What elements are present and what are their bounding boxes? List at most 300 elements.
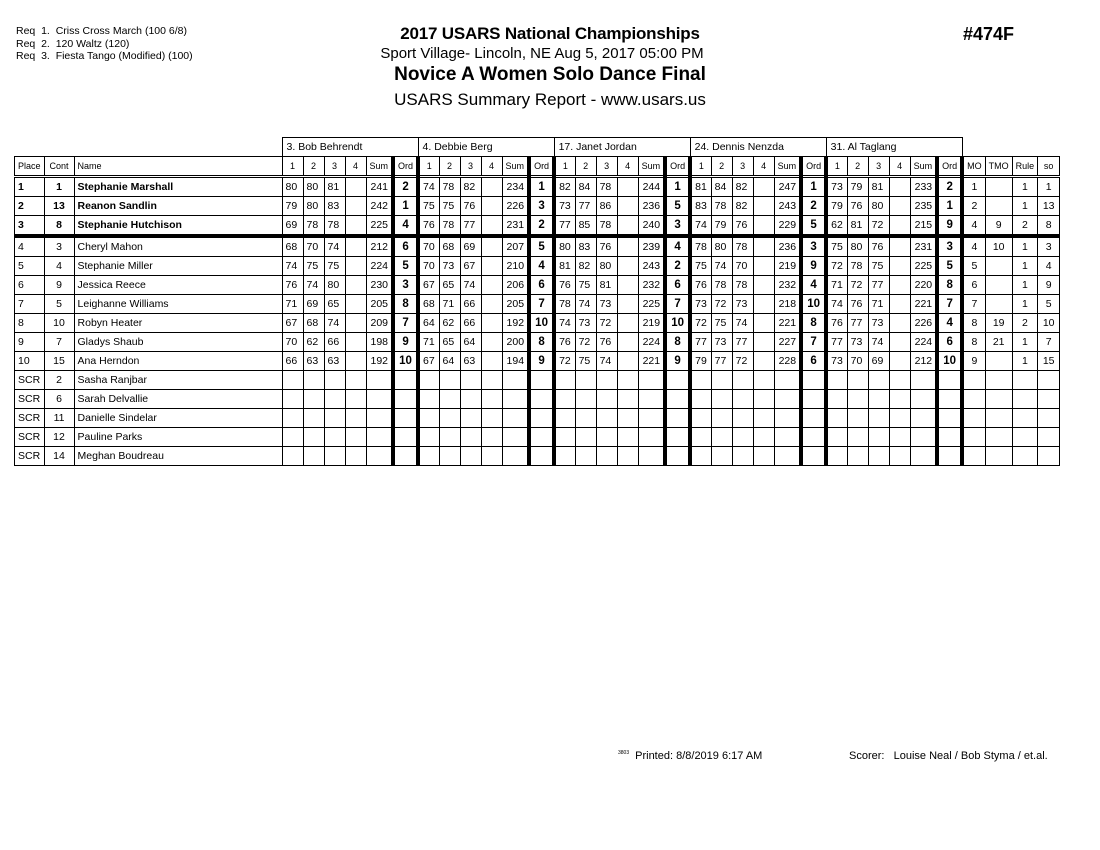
place-cell: 5 [15,257,45,276]
score-cell: 78 [711,197,732,216]
score-cell [282,409,303,428]
score-cell: 80 [303,177,324,197]
score-cell: 72 [690,314,711,333]
score-cell: 73 [596,295,617,314]
score-cell [439,371,460,390]
score-cell: 77 [690,333,711,352]
tmo-cell [985,276,1012,295]
place-cell: 3 [15,216,45,237]
score-cell: 76 [282,276,303,295]
ordinal-cell [665,409,690,428]
sum-cell: 206 [502,276,529,295]
score-cell: 74 [711,257,732,276]
skater-name-cell: Stephanie Marshall [74,177,282,197]
table-row [15,352,1060,371]
sum-cell: 192 [366,352,393,371]
score-cell [554,390,575,409]
rule-cell: 1 [1012,236,1038,257]
col-header-s2: 2 [575,157,596,177]
score-cell [554,371,575,390]
sum-cell: 210 [502,257,529,276]
score-cell [847,390,868,409]
contestant-number-cell: 8 [44,216,74,237]
score-cell: 69 [460,236,481,257]
score-cell: 80 [303,197,324,216]
score-cell [439,390,460,409]
so-cell: 5 [1038,295,1060,314]
score-cell [753,197,774,216]
contestant-number-cell: 12 [44,428,74,447]
score-cell [889,197,910,216]
sum-cell: 244 [638,177,665,197]
score-cell [345,333,366,352]
score-cell: 70 [847,352,868,371]
contestant-number-cell: 15 [44,352,74,371]
sum-cell: 241 [366,177,393,197]
score-cell [575,371,596,390]
sum-cell: 230 [366,276,393,295]
sum-cell: 240 [638,216,665,237]
so-cell [1038,371,1060,390]
ordinal-cell [801,409,826,428]
score-cell: 79 [847,177,868,197]
ordinal-cell [393,390,418,409]
score-cell [481,257,502,276]
tmo-cell [985,409,1012,428]
score-cell [345,295,366,314]
score-cell [303,409,324,428]
score-cell: 76 [554,333,575,352]
rule-cell [1012,371,1038,390]
score-cell: 82 [732,197,753,216]
score-cell: 70 [418,257,439,276]
ordinal-cell: 5 [393,257,418,276]
ordinal-cell: 7 [665,295,690,314]
ordinal-cell [937,390,962,409]
printed-date: Printed: 8/8/2019 6:17 AM [635,750,763,762]
so-cell [1038,447,1060,466]
rule-cell [1012,428,1038,447]
score-cell [481,352,502,371]
score-cell: 75 [439,197,460,216]
score-cell [826,371,847,390]
rule-cell: 1 [1012,276,1038,295]
score-cell: 76 [460,197,481,216]
score-cell: 74 [303,276,324,295]
ordinal-cell: 2 [665,257,690,276]
skater-name-cell: Danielle Sindelar [74,409,282,428]
score-cell [345,216,366,237]
ordinal-cell [393,371,418,390]
score-cell [732,390,753,409]
score-cell: 86 [596,197,617,216]
sum-cell: 234 [502,177,529,197]
score-cell: 81 [847,216,868,237]
sum-cell [366,428,393,447]
sum-cell: 212 [366,236,393,257]
score-cell: 76 [826,314,847,333]
ordinal-cell: 2 [937,177,962,197]
score-cell [303,428,324,447]
ordinal-cell: 6 [937,333,962,352]
score-cell: 76 [596,333,617,352]
sum-cell [910,428,937,447]
ordinal-cell [665,390,690,409]
sum-cell: 200 [502,333,529,352]
col-header-s2: 2 [303,157,324,177]
score-cell [554,409,575,428]
score-cell: 74 [690,216,711,237]
score-cell [889,371,910,390]
score-cell: 76 [596,236,617,257]
score-cell [282,371,303,390]
sum-cell: 220 [910,276,937,295]
sum-cell: 205 [502,295,529,314]
score-cell: 65 [324,295,345,314]
sum-cell: 247 [774,177,801,197]
score-cell: 64 [460,333,481,352]
score-cell: 72 [868,216,889,237]
col-header-ord: Ord [801,157,826,177]
col-header-sum: Sum [774,157,801,177]
score-cell [596,390,617,409]
so-cell: 13 [1038,197,1060,216]
score-cell: 78 [554,295,575,314]
score-cell [481,428,502,447]
col-header-s3: 3 [732,157,753,177]
sum-cell [502,390,529,409]
score-cell [303,447,324,466]
score-cell [617,314,638,333]
score-cell [753,295,774,314]
col-header-s4: 4 [345,157,366,177]
table-row [15,428,1060,447]
score-cell [868,447,889,466]
sum-cell: 231 [910,236,937,257]
ordinal-cell [665,371,690,390]
skater-name-cell: Stephanie Miller [74,257,282,276]
score-cell [889,428,910,447]
skater-name-cell: Sasha Ranjbar [74,371,282,390]
score-cell: 82 [732,177,753,197]
skater-name-cell: Pauline Parks [74,428,282,447]
mo-cell: 8 [962,333,985,352]
score-cell [690,371,711,390]
score-cell [345,257,366,276]
score-cell [617,197,638,216]
ordinal-cell [801,428,826,447]
score-cell: 69 [282,216,303,237]
score-cell: 83 [575,236,596,257]
ordinal-cell: 6 [393,236,418,257]
table-row [15,371,1060,390]
ordinal-cell [529,428,554,447]
score-cell: 74 [324,236,345,257]
score-cell: 66 [460,314,481,333]
rule-cell: 1 [1012,333,1038,352]
score-cell: 66 [324,333,345,352]
score-cell [711,428,732,447]
score-cell: 73 [575,314,596,333]
score-cell [303,390,324,409]
score-cell: 77 [554,216,575,237]
sum-cell: 224 [638,333,665,352]
sum-cell: 229 [774,216,801,237]
score-cell: 76 [554,276,575,295]
score-cell: 71 [868,295,889,314]
score-cell [753,333,774,352]
so-cell: 10 [1038,314,1060,333]
score-cell: 62 [439,314,460,333]
ordinal-cell: 7 [529,295,554,314]
ordinal-cell: 1 [529,177,554,197]
sum-cell: 227 [774,333,801,352]
score-cell [889,257,910,276]
ordinal-cell: 8 [393,295,418,314]
sum-cell: 207 [502,236,529,257]
ordinal-cell: 3 [393,276,418,295]
sum-cell: 236 [638,197,665,216]
score-cell: 82 [575,257,596,276]
score-cell [324,409,345,428]
requirements-list [16,25,193,63]
score-cell [345,352,366,371]
score-cell: 69 [868,352,889,371]
score-cell [753,352,774,371]
sum-cell: 232 [774,276,801,295]
score-cell [439,409,460,428]
score-cell [889,314,910,333]
score-cell: 83 [690,197,711,216]
score-cell [753,276,774,295]
contestant-number-cell: 9 [44,276,74,295]
ordinal-cell: 7 [937,295,962,314]
ordinal-cell [393,447,418,466]
ordinal-cell: 9 [529,352,554,371]
score-cell [753,371,774,390]
score-cell: 73 [554,197,575,216]
score-cell [596,409,617,428]
score-cell [554,428,575,447]
score-cell: 68 [418,295,439,314]
ordinal-cell [937,371,962,390]
ordinal-cell: 5 [665,197,690,216]
ordinal-cell: 4 [801,276,826,295]
sum-cell: 236 [774,236,801,257]
score-cell [847,371,868,390]
score-cell: 78 [690,236,711,257]
sum-cell: 209 [366,314,393,333]
mo-cell [962,390,985,409]
score-cell: 76 [847,295,868,314]
score-cell [282,390,303,409]
score-cell: 77 [826,333,847,352]
spacer [15,138,283,157]
ordinal-cell: 5 [937,257,962,276]
sum-cell [774,428,801,447]
score-cell [481,177,502,197]
scorer-info: Scorer: Louise Neal / Bob Styma / et.al. [849,750,1048,762]
score-cell: 72 [847,276,868,295]
score-cell: 78 [711,276,732,295]
sum-cell: 228 [774,352,801,371]
score-cell: 64 [439,352,460,371]
sum-cell: 243 [774,197,801,216]
mo-cell: 6 [962,276,985,295]
sum-cell [638,409,665,428]
place-cell: 9 [15,333,45,352]
sum-cell: 192 [502,314,529,333]
printed-info [618,750,762,762]
score-cell [439,428,460,447]
score-cell [596,371,617,390]
sum-cell: 243 [638,257,665,276]
sum-cell: 221 [910,295,937,314]
place-cell: 10 [15,352,45,371]
place-cell: 6 [15,276,45,295]
col-header-cont: Cont [44,157,74,177]
col-header-s3: 3 [324,157,345,177]
column-header-row [15,157,1060,177]
so-cell [1038,428,1060,447]
ordinal-cell: 9 [801,257,826,276]
score-cell [596,428,617,447]
score-cell [345,177,366,197]
version-code: 3803 [618,750,630,756]
skater-name-cell: Reanon Sandlin [74,197,282,216]
score-cell [826,428,847,447]
score-cell: 80 [596,257,617,276]
score-cell: 80 [847,236,868,257]
sum-cell [366,371,393,390]
judge-name: 17. Janet Jordan [554,138,690,157]
place-cell: SCR [15,428,45,447]
contestant-number-cell: 4 [44,257,74,276]
score-cell [889,390,910,409]
score-cell [418,447,439,466]
ordinal-cell [937,428,962,447]
score-cell: 68 [439,236,460,257]
score-cell [617,352,638,371]
score-cell: 72 [575,333,596,352]
score-cell: 72 [826,257,847,276]
score-cell [617,236,638,257]
rule-cell: 1 [1012,257,1038,276]
score-cell [732,447,753,466]
mo-cell: 8 [962,314,985,333]
score-cell [460,447,481,466]
score-cell: 80 [324,276,345,295]
score-cell: 77 [711,352,732,371]
score-cell [575,390,596,409]
score-cell [481,276,502,295]
score-cell: 73 [826,352,847,371]
sum-cell: 225 [366,216,393,237]
ordinal-cell [937,447,962,466]
score-cell: 78 [732,276,753,295]
spacer [962,138,1060,157]
score-cell [617,216,638,237]
so-cell: 7 [1038,333,1060,352]
sum-cell [910,371,937,390]
contestant-number-cell: 11 [44,409,74,428]
sum-cell: 221 [638,352,665,371]
place-cell: 7 [15,295,45,314]
sum-cell: 239 [638,236,665,257]
score-cell [596,447,617,466]
place-cell: SCR [15,409,45,428]
ordinal-cell: 4 [937,314,962,333]
score-cell: 77 [868,276,889,295]
score-cell [460,409,481,428]
score-cell [889,447,910,466]
score-cell [481,447,502,466]
tmo-cell [985,428,1012,447]
col-header-ord: Ord [937,157,962,177]
score-cell: 63 [303,352,324,371]
ordinal-cell: 3 [937,236,962,257]
col-header-s1: 1 [690,157,711,177]
score-cell: 78 [324,216,345,237]
sum-cell [638,428,665,447]
table-row [15,314,1060,333]
ordinal-cell: 9 [937,216,962,237]
score-cell [282,428,303,447]
score-cell: 68 [282,236,303,257]
score-cell: 74 [575,295,596,314]
col-header-ord: Ord [529,157,554,177]
mo-cell: 4 [962,216,985,237]
sum-cell [502,447,529,466]
score-cell [690,428,711,447]
col-header-ord: Ord [393,157,418,177]
score-cell: 78 [847,257,868,276]
score-cell [826,390,847,409]
score-cell [889,409,910,428]
place-cell: 1 [15,177,45,197]
score-cell: 74 [732,314,753,333]
skater-name-cell: Jessica Reece [74,276,282,295]
score-cell: 79 [711,216,732,237]
score-cell: 78 [303,216,324,237]
score-cell [324,390,345,409]
score-cell: 65 [439,333,460,352]
score-cell [753,409,774,428]
ordinal-cell: 10 [529,314,554,333]
table-row [15,236,1060,257]
score-cell: 80 [868,197,889,216]
sum-cell: 221 [774,314,801,333]
score-cell [889,295,910,314]
score-cell [617,276,638,295]
place-cell: SCR [15,447,45,466]
score-cell: 78 [439,177,460,197]
score-cell: 73 [826,177,847,197]
tmo-cell [985,390,1012,409]
venue-datetime: Sport Village- Lincoln, NE Aug 5, 2017 05:00 PM [380,45,704,62]
so-cell: 3 [1038,236,1060,257]
ordinal-cell: 8 [937,276,962,295]
sum-cell [638,371,665,390]
score-cell: 74 [596,352,617,371]
score-cell: 81 [690,177,711,197]
score-cell: 75 [575,352,596,371]
score-cell: 73 [439,257,460,276]
score-cell: 66 [460,295,481,314]
col-header-s4: 4 [753,157,774,177]
score-cell [324,428,345,447]
score-cell [617,409,638,428]
